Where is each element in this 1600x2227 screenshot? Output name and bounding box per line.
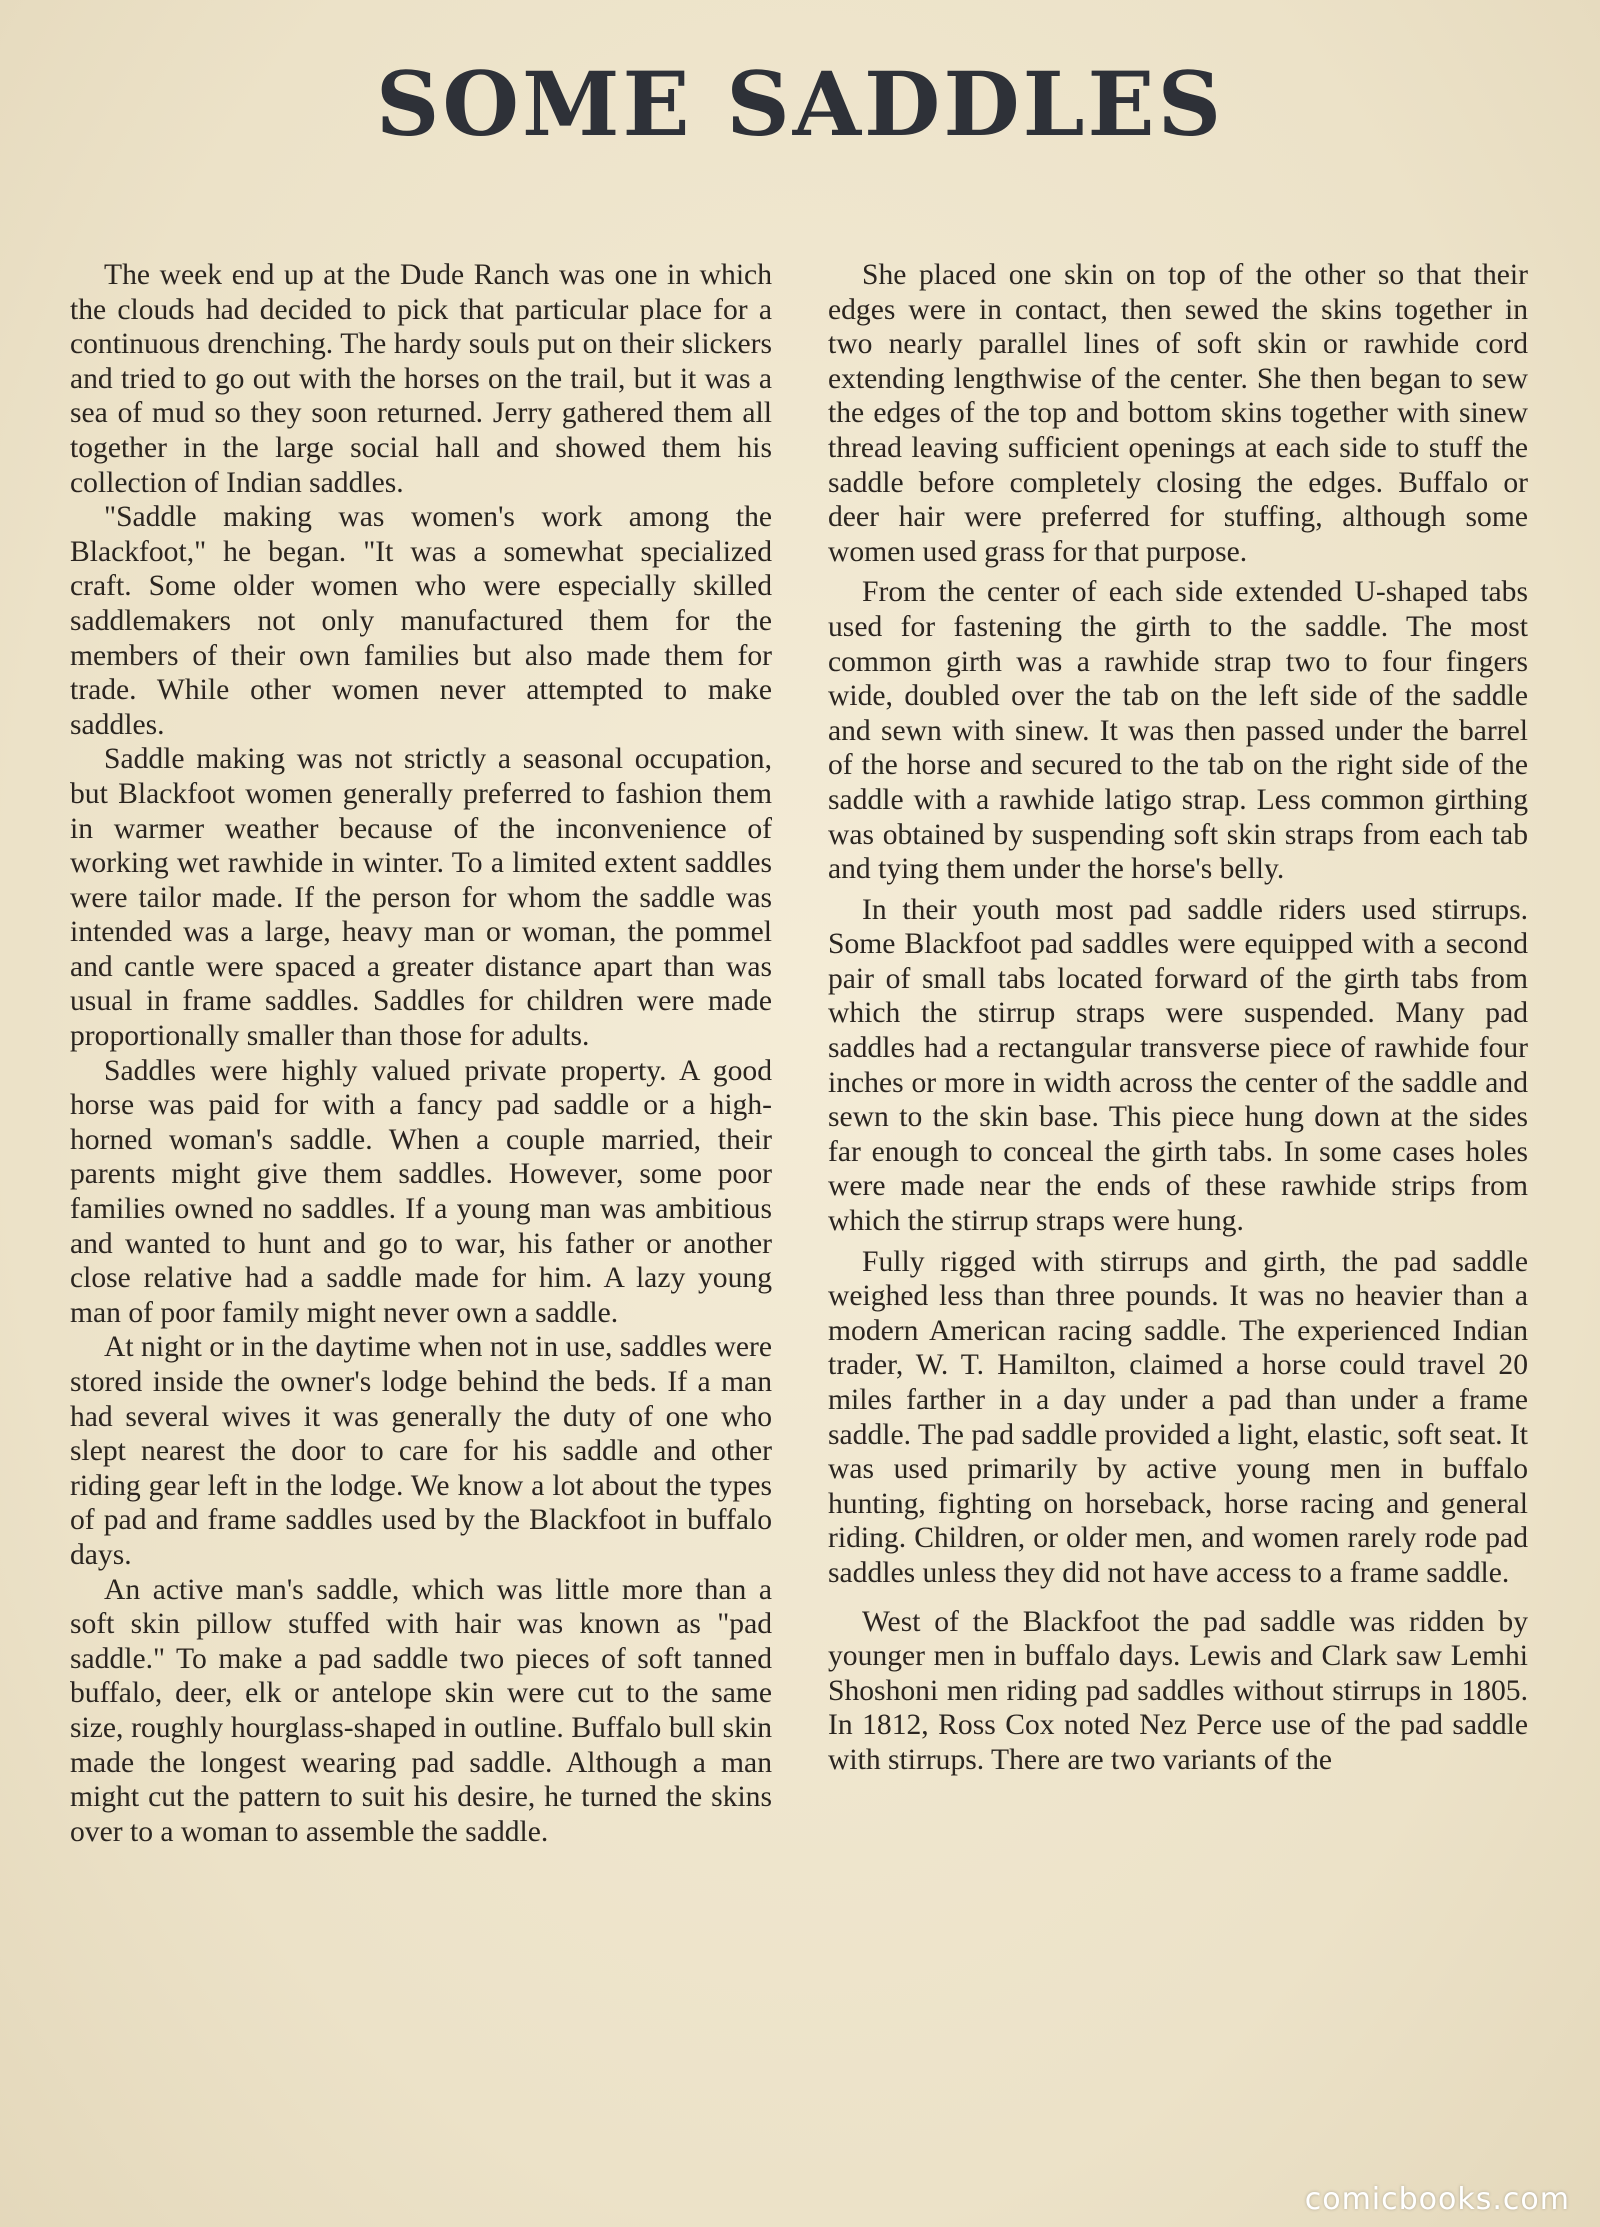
page-title: SOME SADDLES: [375, 52, 1225, 156]
paragraph: In their youth most pad saddle riders used stirrups. Some Blackfoot pad saddles were equipped with a second pair of small tabs located forward of the girth tabs from which the stirrup straps were suspended. Many pad saddles had a rectangular transverse piece of rawhide four inches or more in width across the center of the saddle and sewn to the skin base. This piece hung down at the sides far enough to conceal the girth tabs. In some cases holes were made near the ends of these rawhide strips from which the stirrup straps were hung.: [828, 893, 1528, 1238]
paragraph: The week end up at the Dude Ranch was one in which the clouds had decided to pick that particular place for a continuous drenching. The hardy souls put on their slickers and tried to go out with the horses on the trail, but it was a sea of mud so they soon returned. Jerry gathered them all together in the large social hall and showed them his collection of Indian saddles.: [70, 259, 772, 499]
paragraph: West of the Blackfoot the pad saddle was ridden by younger men in buffalo days. Lewis and Clark saw Lemhi Shoshoni men riding pad saddles without stirrups in 1805. In 1812, Ross Cox noted Nez Perce use of the pad saddle with stirrups. There are two variants of the: [828, 1605, 1528, 1776]
paragraph: She placed one skin on top of the other so that their edges were in contact, then sewed the skins together in two nearly parallel lines of soft skin or rawhide cord extending lengthwise of the center. She then began to sew the edges of the top and bottom skins together with sinew thread leaving sufficient openings at each side to stuff the saddle before completely closing the edges. Buffalo or deer hair were preferred for stuffing, although some women used grass for that purpose.: [828, 259, 1528, 568]
left-column: [70, 258, 772, 1849]
paragraph: From the center of each side extended U-shaped tabs used for fastening the girth to the saddle. The most common girth was a rawhide strap two to four fingers wide, doubled over the tab on the left side of the saddle and sewn with sinew. It was then passed under the barrel of the horse and secured to the tab on the right side of the saddle with a rawhide latigo strap. Less common girthing was obtained by suspending soft skin straps from each tab and tying them under the horse's belly.: [828, 576, 1528, 886]
paragraph: Saddle making was not strictly a seasonal occupation, but Blackfoot women generally preferred to fashion them in warmer weather because of the inconvenience of working wet rawhide in winter. To a limited extent saddles were tailor made. If the person for whom the saddle was intended was a large, heavy man or woman, the pommel and cantle were spaced a greater distance apart than was usual in frame saddles. Saddles for children were made proportionally smaller than those for adults.: [70, 743, 772, 1053]
paragraph: Fully rigged with stirrups and girth, the pad saddle weighed less than three pounds. It was no heavier than a modern American racing saddle. The experienced Indian trader, W. T. Hamilton, claimed a horse could travel 20 miles farther in a day under a pad than under a frame saddle. The pad saddle provided a light, elastic, soft seat. It was used primarily by active young men in buffalo hunting, fighting on horseback, horse racing and general riding. Children, or older men, and women rarely rode pad saddles unless they did not have access to a frame saddle.: [828, 1245, 1528, 1589]
paragraph: At night or in the daytime when not in use, saddles were stored inside the owner's lodge behind the beds. If a man had several wives it was generally the duty of one who slept nearest the door to care for his saddle and other riding gear left in the lodge. We know a lot about the types of pad and frame saddles used by the Blackfoot in buffalo days.: [70, 1331, 772, 1571]
right-column: [828, 258, 1528, 1784]
paragraph: "Saddle making was women's work among the Blackfoot," he began. "It was a somewhat specialized craft. Some older women who were especially skilled saddlemakers not only manufactured them for the members of their own families but also made them for trade. While other women never attempted to make saddles.: [70, 501, 772, 741]
paragraph: An active man's saddle, which was little more than a soft skin pillow stuffed with hair was known as "pad saddle." To make a pad saddle two pieces of soft tanned buffalo, deer, elk or antelope skin were cut to the same size, roughly hourglass-shaped in outline. Buffalo bull skin made the longest wearing pad saddle. Although a man might cut the pattern to suit his desire, he turned the skins over to a woman to assemble the saddle.: [70, 1573, 772, 1848]
paragraph: Saddles were highly valued private property. A good horse was paid for with a fancy pad saddle or a high-horned woman's saddle. When a couple married, their parents might give them saddles. However, some poor families owned no saddles. If a young man was ambitious and wanted to hunt and go to war, his father or another close relative had a saddle made for him. A lazy young man of poor family might never own a saddle.: [70, 1054, 772, 1329]
watermark: comicbooks.com: [1304, 2182, 1570, 2217]
